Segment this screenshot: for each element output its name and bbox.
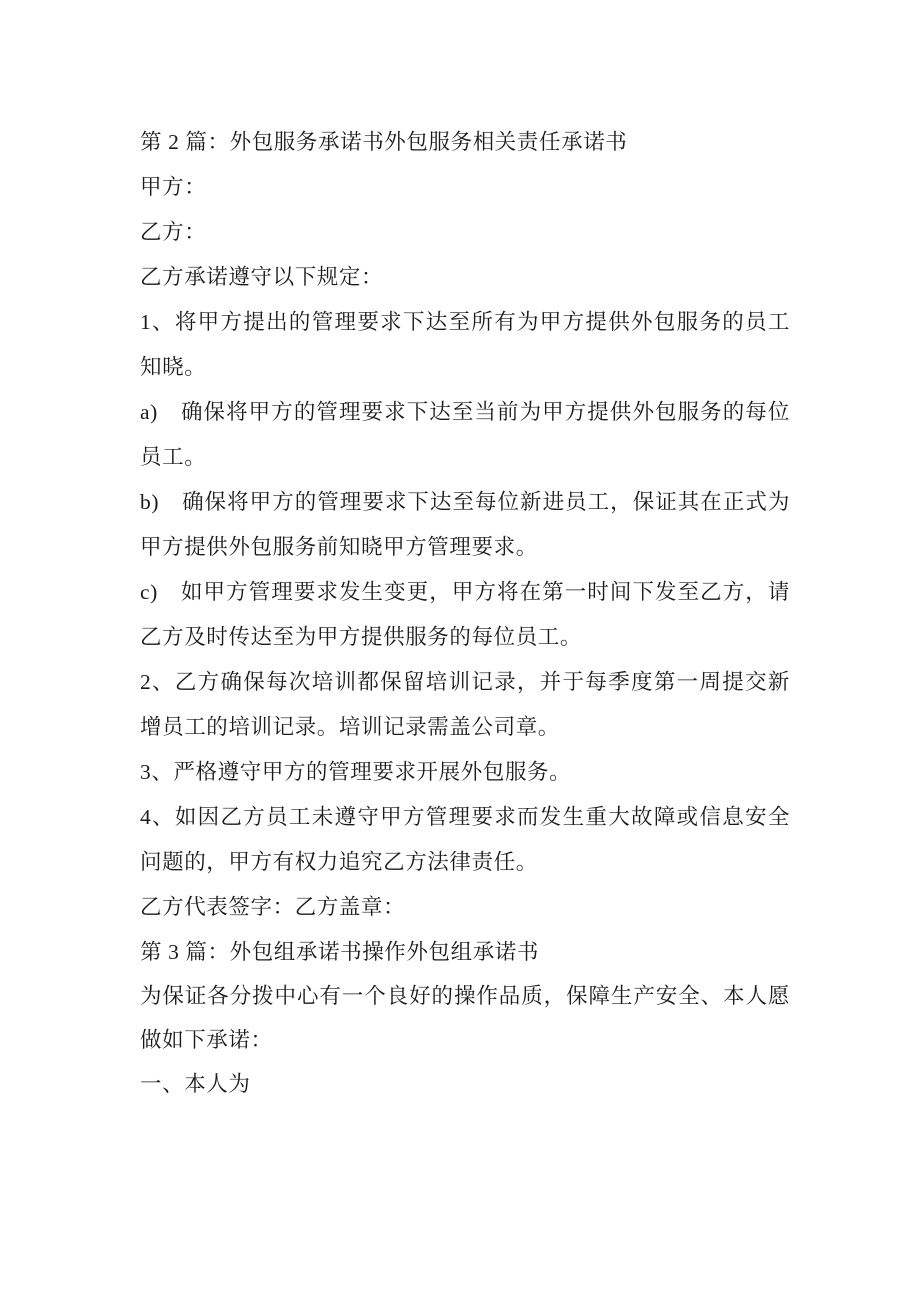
- paragraph-section-2-title: 第 2 篇：外包服务承诺书外包服务相关责任承诺书: [140, 130, 628, 154]
- paragraph-section-3-item-1: 一、本人为: [140, 1072, 251, 1096]
- paragraph-item-1c: c) 如甲方管理要求发生变更，甲方将在第一时间下发至乙方，请乙方及时传达至为甲方提供服务的每位员工。: [140, 580, 790, 649]
- paragraph-party-b: 乙方：: [140, 220, 207, 244]
- paragraph-commitment-intro: 乙方承诺遵守以下规定：: [140, 265, 384, 289]
- paragraph-item-2: 2、乙方确保每次培训都保留培训记录，并于每季度第一周提交新增员工的培训记录。培训记录需盖公司章。: [140, 670, 790, 739]
- paragraph-item-1a: a) 确保将甲方的管理要求下达至当前为甲方提供外包服务的每位员工。: [140, 400, 790, 469]
- paragraph-party-a: 甲方：: [140, 175, 207, 199]
- paragraph-signature-line: 乙方代表签字：乙方盖章：: [140, 895, 406, 919]
- paragraph-section-3-title: 第 3 篇：外包组承诺书操作外包组承诺书: [140, 940, 540, 964]
- paragraph-item-1b: b) 确保将甲方的管理要求下达至每位新进员工，保证其在正式为甲方提供外包服务前知晓甲方管理要求。: [140, 490, 790, 559]
- paragraph-item-1: 1、将甲方提出的管理要求下达至所有为甲方提供外包服务的员工知晓。: [140, 310, 790, 379]
- document-body: [140, 120, 790, 1106]
- paragraph-item-4: 4、如因乙方员工未遵守甲方管理要求而发生重大故障或信息安全问题的，甲方有权力追究乙方法律责任。: [140, 805, 790, 874]
- paragraph-item-3: 3、严格遵守甲方的管理要求开展外包服务。: [140, 760, 572, 784]
- paragraph-section-3-intro: 为保证各分拨中心有一个良好的操作品质，保障生产安全、本人愿做如下承诺：: [140, 984, 790, 1052]
